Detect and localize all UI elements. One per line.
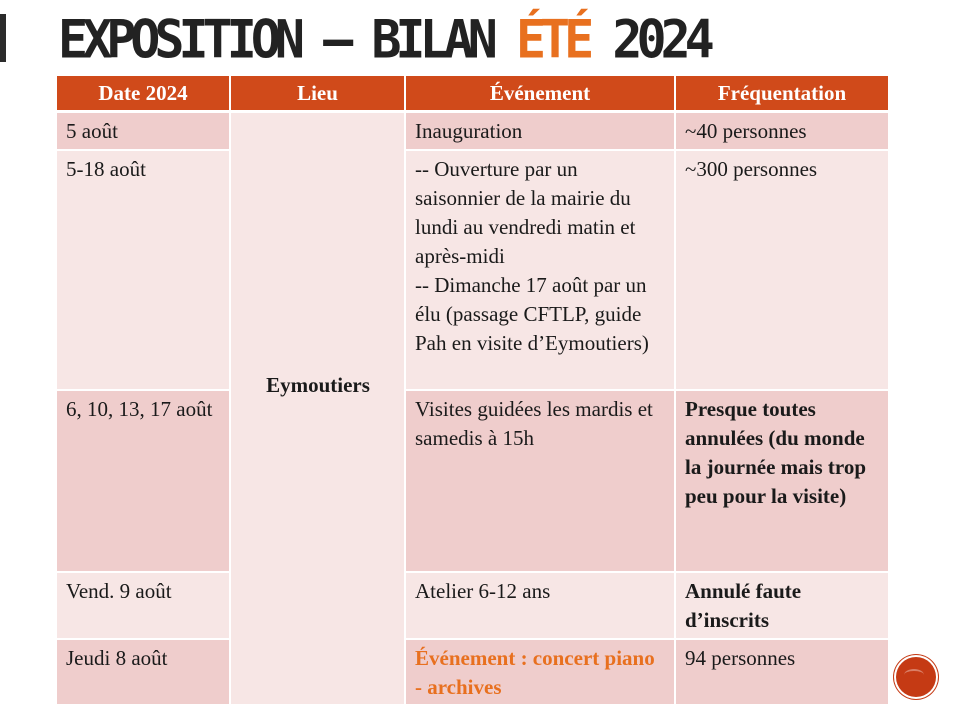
exposition-table bbox=[57, 76, 888, 706]
header-evenement: Événement bbox=[405, 76, 675, 112]
round-button-icon[interactable] bbox=[896, 657, 936, 697]
cell-evenement bbox=[405, 572, 675, 639]
evenement-text: Atelier 6-12 ans bbox=[415, 578, 551, 603]
evenement-text: -- Dimanche 17 août par un élu (passage CFTLP, guide Pah en visite d’Eymoutiers) bbox=[415, 272, 649, 355]
cell-evenement bbox=[405, 639, 675, 705]
evenement-text: Visites guidées les mardis et samedis à 15h bbox=[415, 396, 653, 450]
cell-frequentation: Annulé faute d’inscrits bbox=[675, 572, 888, 639]
evenement-text: Inauguration bbox=[415, 119, 523, 143]
cell-frequentation: ~40 personnes bbox=[675, 112, 888, 150]
header-frequentation: Fréquentation bbox=[675, 76, 888, 112]
evenement-text: -- Ouverture par un saisonnier de la mairie du lundi au vendredi matin et après-midi bbox=[415, 156, 636, 268]
evenement-text: Événement : concert piano - archives bbox=[415, 645, 655, 699]
cell-date: 6, 10, 13, 17 août bbox=[57, 390, 230, 572]
table-row bbox=[57, 390, 888, 572]
cell-date: 5 août bbox=[57, 112, 230, 150]
table-row bbox=[57, 572, 888, 639]
table-row bbox=[57, 150, 888, 390]
cell-frequentation: ~300 personnes bbox=[675, 150, 888, 390]
title-accent: ÉTÉ bbox=[515, 9, 589, 71]
title-part2: 2024 bbox=[588, 9, 709, 71]
table-header-row bbox=[57, 76, 888, 112]
title-part1: EXPOSITION – BILAN bbox=[58, 9, 516, 71]
cell-lieu: Eymoutiers bbox=[230, 112, 405, 705]
cell-date: Jeudi 8 août bbox=[57, 639, 230, 705]
cell-date: 5-18 août bbox=[57, 150, 230, 390]
header-lieu: Lieu bbox=[230, 76, 405, 112]
cell-date: Vend. 9 août bbox=[57, 572, 230, 639]
cell-evenement bbox=[405, 112, 675, 150]
corner-bar bbox=[0, 14, 6, 62]
table-row bbox=[57, 639, 888, 705]
slide-title bbox=[58, 6, 709, 73]
cell-frequentation: Presque toutes annulées (du monde la journée mais trop peu pour la visite) bbox=[675, 390, 888, 572]
cell-evenement bbox=[405, 150, 675, 390]
header-date: Date 2024 bbox=[57, 76, 230, 112]
cell-evenement bbox=[405, 390, 675, 572]
table-row bbox=[57, 112, 888, 150]
cell-frequentation: 94 personnes bbox=[675, 639, 888, 705]
